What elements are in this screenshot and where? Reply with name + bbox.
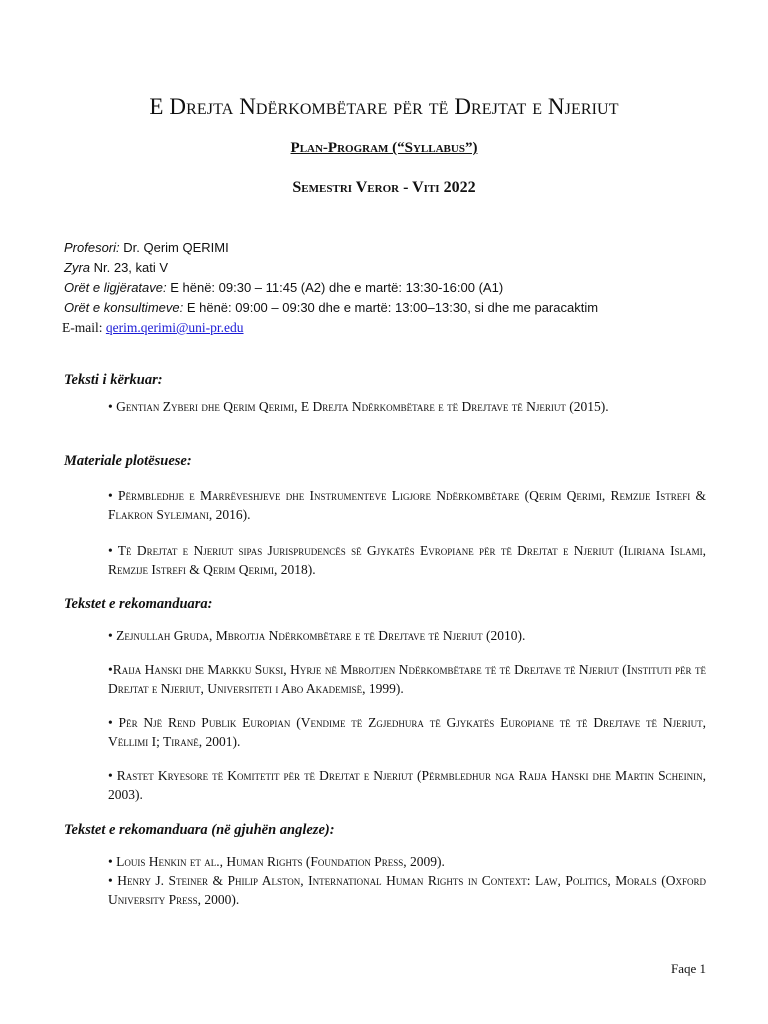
english-item: • Henry J. Steiner & Philip Alston, International Human Rights in Context: Law, Politics, Morals (Oxford University Press, 2000). <box>108 873 706 907</box>
recommended-item: • Për Një Rend Publik Europian (Vendime të Zgjedhura të Gjykatës Europiane të të Drejtave të Njeriut, Vëllimi I; Tiranë, 2001). <box>108 715 706 749</box>
document-subtitle: Plan-Program (“Syllabus”) <box>290 140 478 156</box>
consultation-line <box>64 298 598 318</box>
required-text-heading: Teksti i kërkuar: <box>64 372 163 388</box>
professor-value: Dr. Qerim QERIMI <box>119 240 229 255</box>
office-label: Zyra <box>64 260 90 275</box>
email-link[interactable]: qerim.qerimi@uni-pr.edu <box>105 320 244 335</box>
required-item: • Gentian Zyberi dhe Qerim Qerimi, E Drejta Ndërkombëtare e të Drejtave të Njeriut (2015). <box>108 399 609 414</box>
consultation-label: Orët e konsultimeve: <box>64 300 184 315</box>
email-label: E-mail: <box>62 320 106 335</box>
lectures-line <box>64 278 598 298</box>
lectures-value: E hënë: 09:30 – 11:45 (A2) dhe e martë: 13:30-16:00 (A1) <box>166 280 504 295</box>
semester-line: Semestri Veror - Viti 2022 <box>292 179 476 196</box>
english-recommended-heading: Tekstet e rekomanduara (në gjuhën angleze): <box>64 822 335 838</box>
recommended-item: • Zejnullah Gruda, Mbrojtja Ndërkombëtare e të Drejtave të Njeriut (2010). <box>108 628 526 643</box>
email-line <box>62 318 598 338</box>
recommended-item: • Rastet Kryesore të Komitetit për të Drejtat e Njeriut (Përmbledhur nga Raija Hanski dhe Martin Scheinin, 2003). <box>108 768 706 802</box>
consultation-value: E hënë: 09:00 – 09:30 dhe e martë: 13:00–13:30, si dhe me paracaktim <box>183 300 599 315</box>
supplementary-heading: Materiale plotësuese: <box>64 453 192 469</box>
supplementary-item: • Përmbledhje e Marrëveshjeve dhe Instrumenteve Ligjore Ndërkombëtare (Qerim Qerimi, Remzije Istrefi & Flakron Sylejmani, 2016). <box>108 488 706 522</box>
professor-label: Profesori: <box>64 240 120 255</box>
recommended-heading: Tekstet e rekomanduara: <box>64 596 213 612</box>
professor-line <box>64 238 598 258</box>
office-line <box>64 258 598 278</box>
english-item: • Louis Henkin et al., Human Rights (Foundation Press, 2009). <box>108 854 445 869</box>
office-value: Nr. 23, kati V <box>90 260 169 275</box>
supplementary-item: • Të Drejtat e Njeriut sipas Jurisprudencës së Gjykatës Evropiane për të Drejtat e Njeriut (Iliriana Islami, Remzije Istrefi & Qerim Qerimi, 2018). <box>108 543 706 577</box>
document-title: E Drejta Ndërkombëtare për të Drejtat e Njeriut <box>149 94 619 119</box>
recommended-item: •Raija Hanski dhe Markku Suksi, Hyrje në Mbrojtjen Ndërkombëtare të të Drejtave të Njeriut (Instituti për të Drejtat e Njeriut, Universiteti i Abo Akademisë, 1999). <box>108 662 706 696</box>
page-number: Faqe 1 <box>670 961 706 976</box>
course-info-block <box>64 238 598 338</box>
lectures-label: Orët e ligjëratave: <box>64 280 167 295</box>
